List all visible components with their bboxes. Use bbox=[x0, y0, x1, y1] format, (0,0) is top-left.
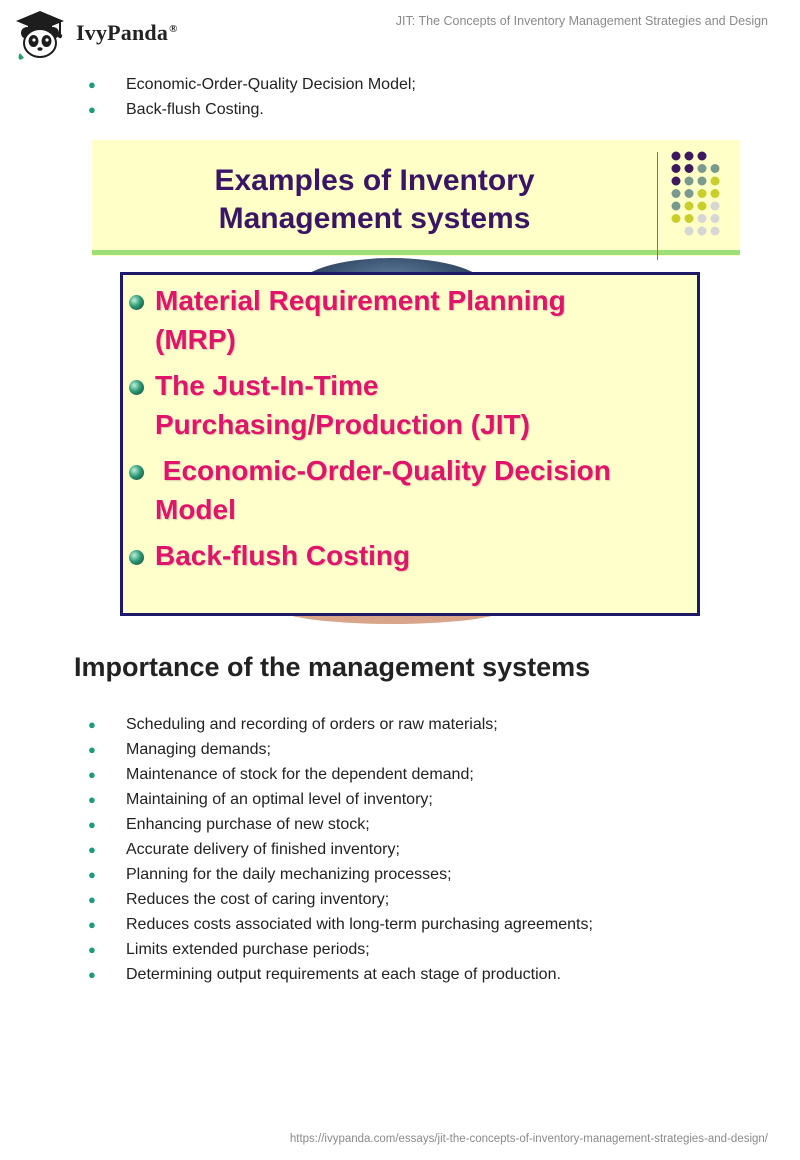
source-url[interactable]: https://ivypanda.com/essays/jit-the-concepts-of-inventory-management-strategies-and-design/ bbox=[289, 1133, 768, 1145]
slide-content-box bbox=[120, 272, 700, 616]
slide-list bbox=[127, 281, 695, 582]
dot-grid-decoration-icon bbox=[670, 150, 740, 250]
bullet-dot-icon: ● bbox=[88, 842, 96, 857]
sphere-bullet-icon bbox=[129, 295, 144, 310]
slide-list-item: The Just-In-Time Purchasing/Production (JIT) bbox=[127, 366, 695, 444]
slide-list-item: Economic-Order-Quality Decision Model bbox=[127, 451, 695, 529]
bullet-dot-icon: ● bbox=[88, 942, 96, 957]
continued-list bbox=[74, 72, 416, 122]
slide-title: Examples of Inventory Management systems bbox=[214, 164, 535, 235]
slide-list-item: Back-flush Costing bbox=[127, 536, 695, 575]
list-item: ● Maintenance of stock for the dependent demand; bbox=[74, 762, 593, 787]
list-item: ● Economic-Order-Quality Decision Model; bbox=[74, 72, 416, 97]
bullet-dot-icon: ● bbox=[88, 102, 96, 117]
sphere-bullet-icon bbox=[129, 380, 144, 395]
list-item: ● Accurate delivery of finished inventory; bbox=[74, 837, 593, 862]
bullet-dot-icon: ● bbox=[88, 742, 96, 757]
sphere-bullet-icon bbox=[129, 550, 144, 565]
bullet-dot-icon: ● bbox=[88, 892, 96, 907]
page-header bbox=[0, 0, 800, 70]
list-item: ● Enhancing purchase of new stock; bbox=[74, 812, 593, 837]
bullet-dot-icon: ● bbox=[88, 917, 96, 932]
slide-accent-line bbox=[92, 250, 740, 255]
panda-logo-icon[interactable] bbox=[14, 9, 66, 61]
bullet-dot-icon: ● bbox=[88, 817, 96, 832]
bullet-dot-icon: ● bbox=[88, 767, 96, 782]
list-item: ● Planning for the daily mechanizing processes; bbox=[74, 862, 593, 887]
list-item: ● Reduces costs associated with long-term purchasing agreements; bbox=[74, 912, 593, 937]
list-item: ● Determining output requirements at each stage of production. bbox=[74, 962, 593, 987]
list-item: ● Back-flush Costing. bbox=[74, 97, 416, 122]
list-item: ● Reduces the cost of caring inventory; bbox=[74, 887, 593, 912]
bullet-dot-icon: ● bbox=[88, 717, 96, 732]
brand-name[interactable]: IvyPanda® bbox=[76, 20, 178, 45]
bullet-dot-icon: ● bbox=[88, 867, 96, 882]
list-item: ● Limits extended purchase periods; bbox=[74, 937, 593, 962]
sphere-bullet-icon bbox=[129, 465, 144, 480]
bullet-dot-icon: ● bbox=[88, 792, 96, 807]
bullet-dot-icon: ● bbox=[88, 77, 96, 92]
bullet-dot-icon: ● bbox=[88, 967, 96, 982]
slide-divider bbox=[657, 152, 658, 260]
list-item: ● Managing demands; bbox=[74, 737, 593, 762]
importance-list bbox=[74, 712, 593, 987]
list-item: ● Scheduling and recording of orders or raw materials; bbox=[74, 712, 593, 737]
section-heading: Importance of the management systems bbox=[74, 652, 591, 682]
list-item: ● Maintaining of an optimal level of inventory; bbox=[74, 787, 593, 812]
slide-image bbox=[92, 140, 740, 628]
document-title: JIT: The Concepts of Inventory Management Strategies and Design bbox=[395, 14, 768, 28]
slide-list-item: Material Requirement Planning (MRP) bbox=[127, 281, 695, 359]
